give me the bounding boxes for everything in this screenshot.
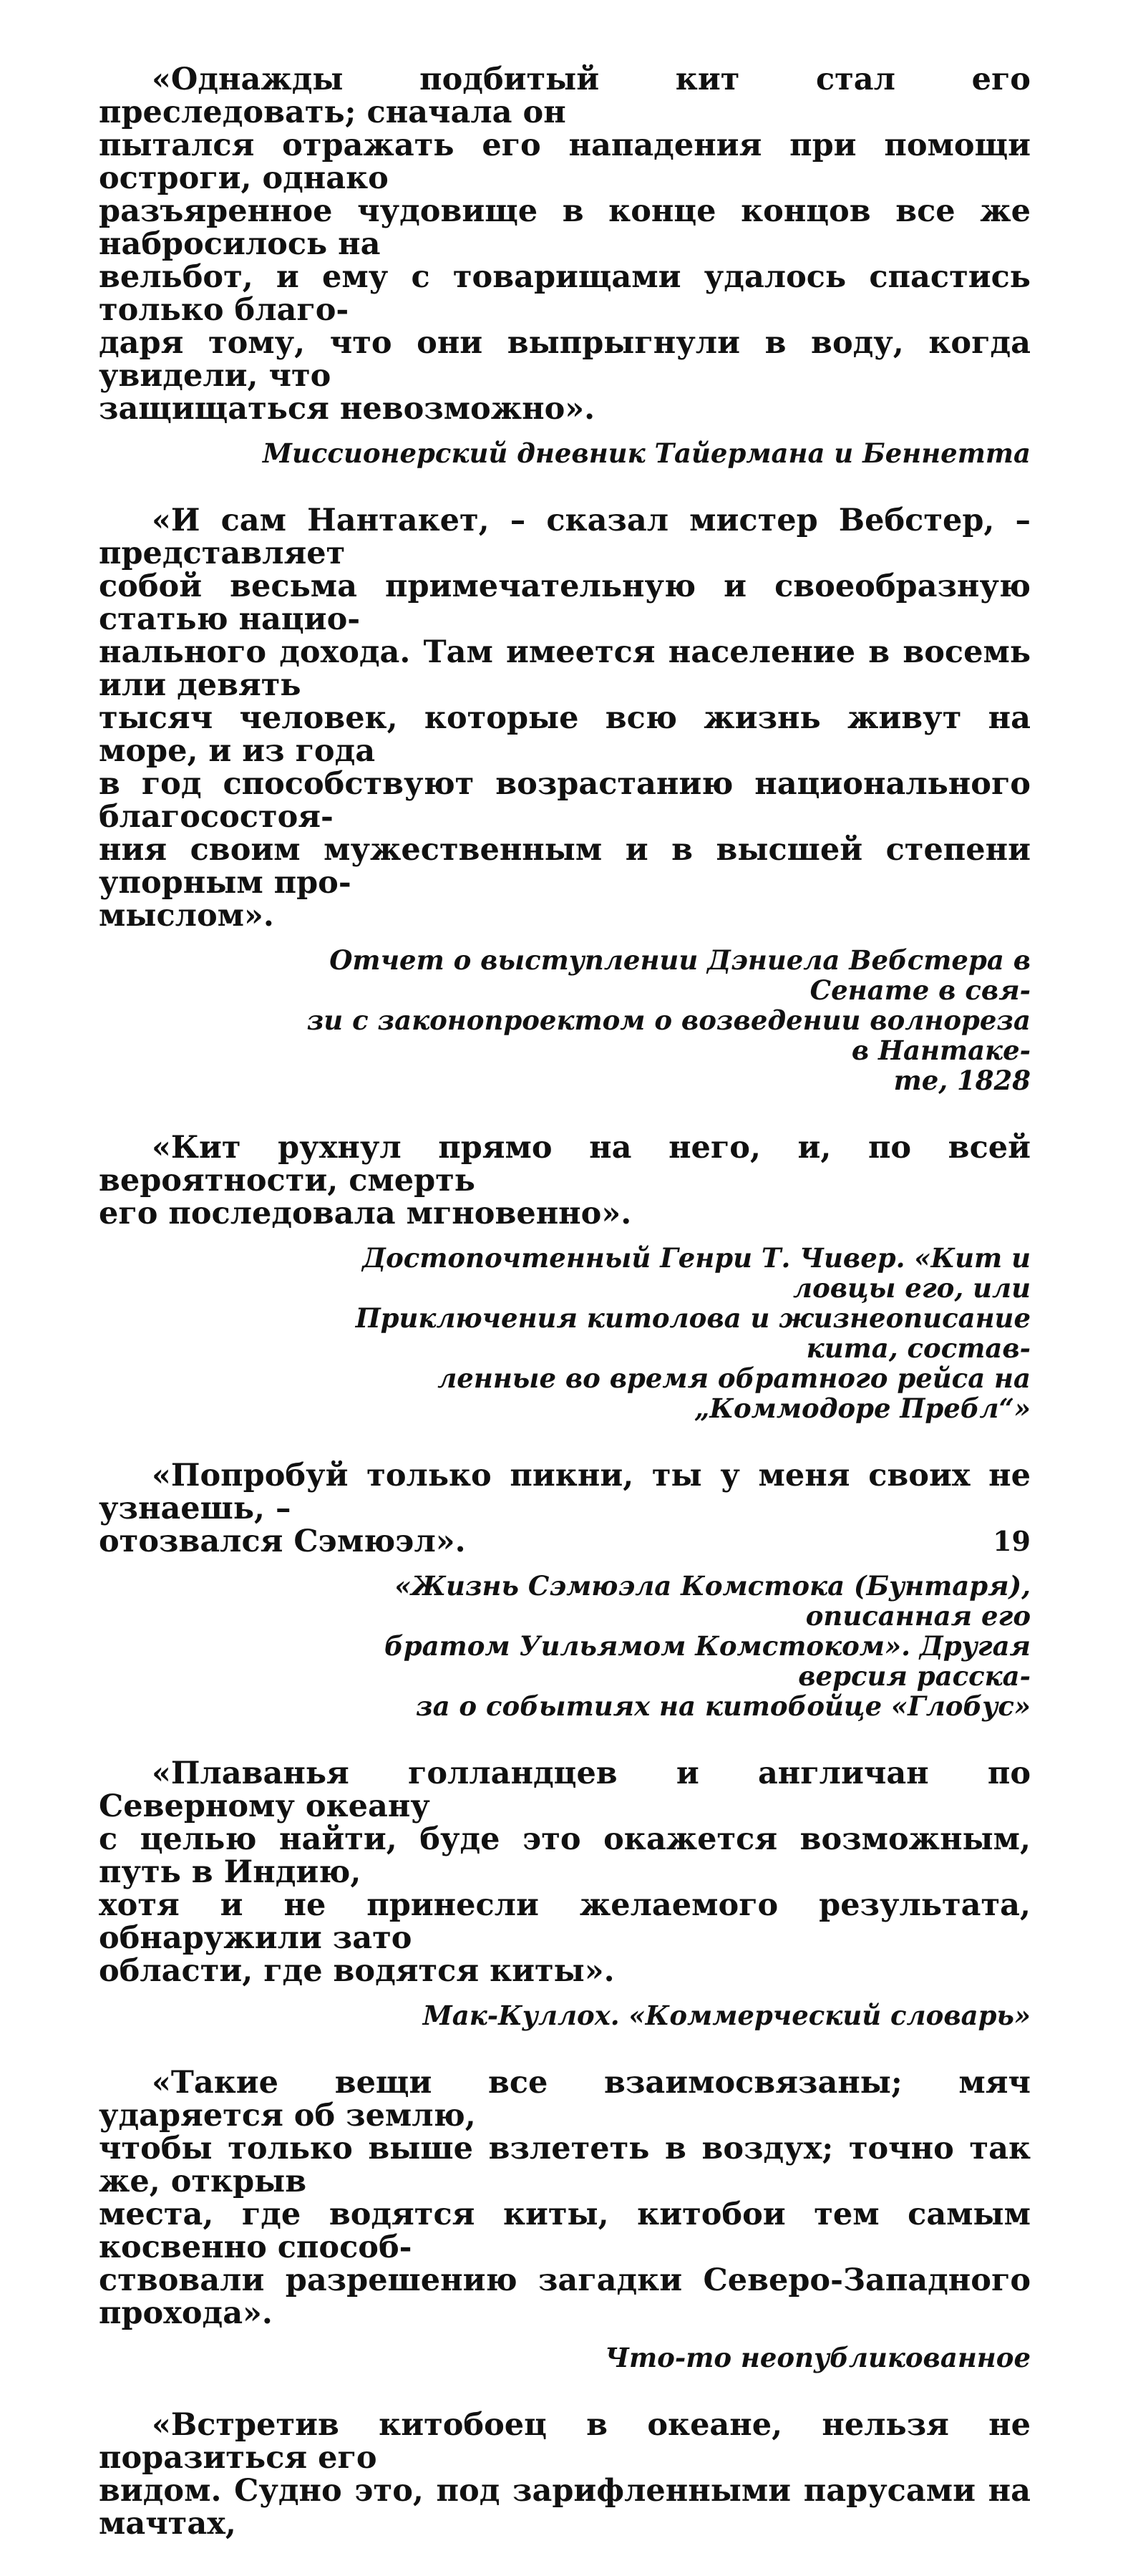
quote-source: Достопочтенный Генри Т. Чивер. «Кит и ловцы его, или Приключения китолова и жизнеописание кита, состав- ленные во время обратного рейса на „Коммодоре Пребл“» [355, 1242, 1031, 1424]
quote-text: «Встретив китобоец в океане, нельзя не поразиться его видом. Судно это, под зарифленными парусами на мачтах, [99, 2407, 1031, 2542]
quote-text: «Кит рухнул прямо на него, и, по всей вероятности, смерть его последовала мгновенно». [99, 1130, 1031, 1231]
quote-text: «Однажды подбитый кит стал его преследовать; сначала он пытался отражать его нападения при помощи остроги, однако разъяренное чудовище в конце концов все же набросилось на вельбот, и ему с товарищами удалось спастись только благо- даря тому, что они выпрыгнули в воду, когда увидели, что защищаться невозможно». [99, 62, 1031, 427]
quote-text: «Такие вещи все взаимосвязаны; мяч ударяется об землю, чтобы только выше взлететь в воздух; точно так же, открыв места, где водятся киты, китобои тем самым косвенно способ- ствовали разрешению загадки Северо-Западного прохода». [99, 2065, 1031, 2331]
quote-source: Отчет о выступлении Дэниела Вебстера в Сенате в свя- зи с законопроектом о возведении волнореза в Нантаке- те, 1828 [306, 944, 1031, 1096]
document-page [99, 63, 1031, 2576]
epigraph-entry [99, 504, 1031, 1095]
quote-text: «Плаванья голландцев и англичан по Северному океану с целью найти, буде это окажется возможным, путь в Индию, хотя и не принесли желаемого результата, обнаружили зато области, где водятся киты». [99, 1756, 1031, 1989]
quote-source: «Жизнь Сэмюэла Комстока (Бунтаря), описанная его братом Уильямом Комстоком». Другая версия расска- за о событиях на китобойце «Глобус» [384, 1570, 1031, 1722]
quote-text: «Попробуй только пикни, ты у меня своих не узнаешь, – отозвался Сэмюэл». [99, 1458, 1031, 1559]
quote-source: Что-то неопубликованное [605, 2342, 1031, 2373]
quote-text: «И сам Нантакет, – сказал мистер Вебстер, – представляет собой весьма примечательную и своеобразную статью нацио- нального дохода. Там имеется население в восемь или девять тысяч человек, которые всю жизнь живут на море, и из года в год способствуют возрастанию национального благосостоя- ния своим мужественным и в высшей степени упорным про- мыслом». [99, 503, 1031, 934]
quote-source: Миссионерский дневник Тайермана и Беннетта [263, 437, 1031, 469]
quote-source: Мак-Куллох. «Коммерческий словарь» [422, 2000, 1031, 2031]
epigraph-entry [99, 1757, 1031, 2030]
epigraph-entry [99, 1131, 1031, 1423]
epigraph-entry [99, 1459, 1031, 1721]
page-number: 19 [993, 1525, 1031, 1557]
epigraph-entry [99, 2408, 1031, 2540]
epigraph-entry [99, 63, 1031, 468]
epigraph-entry [99, 2066, 1031, 2373]
